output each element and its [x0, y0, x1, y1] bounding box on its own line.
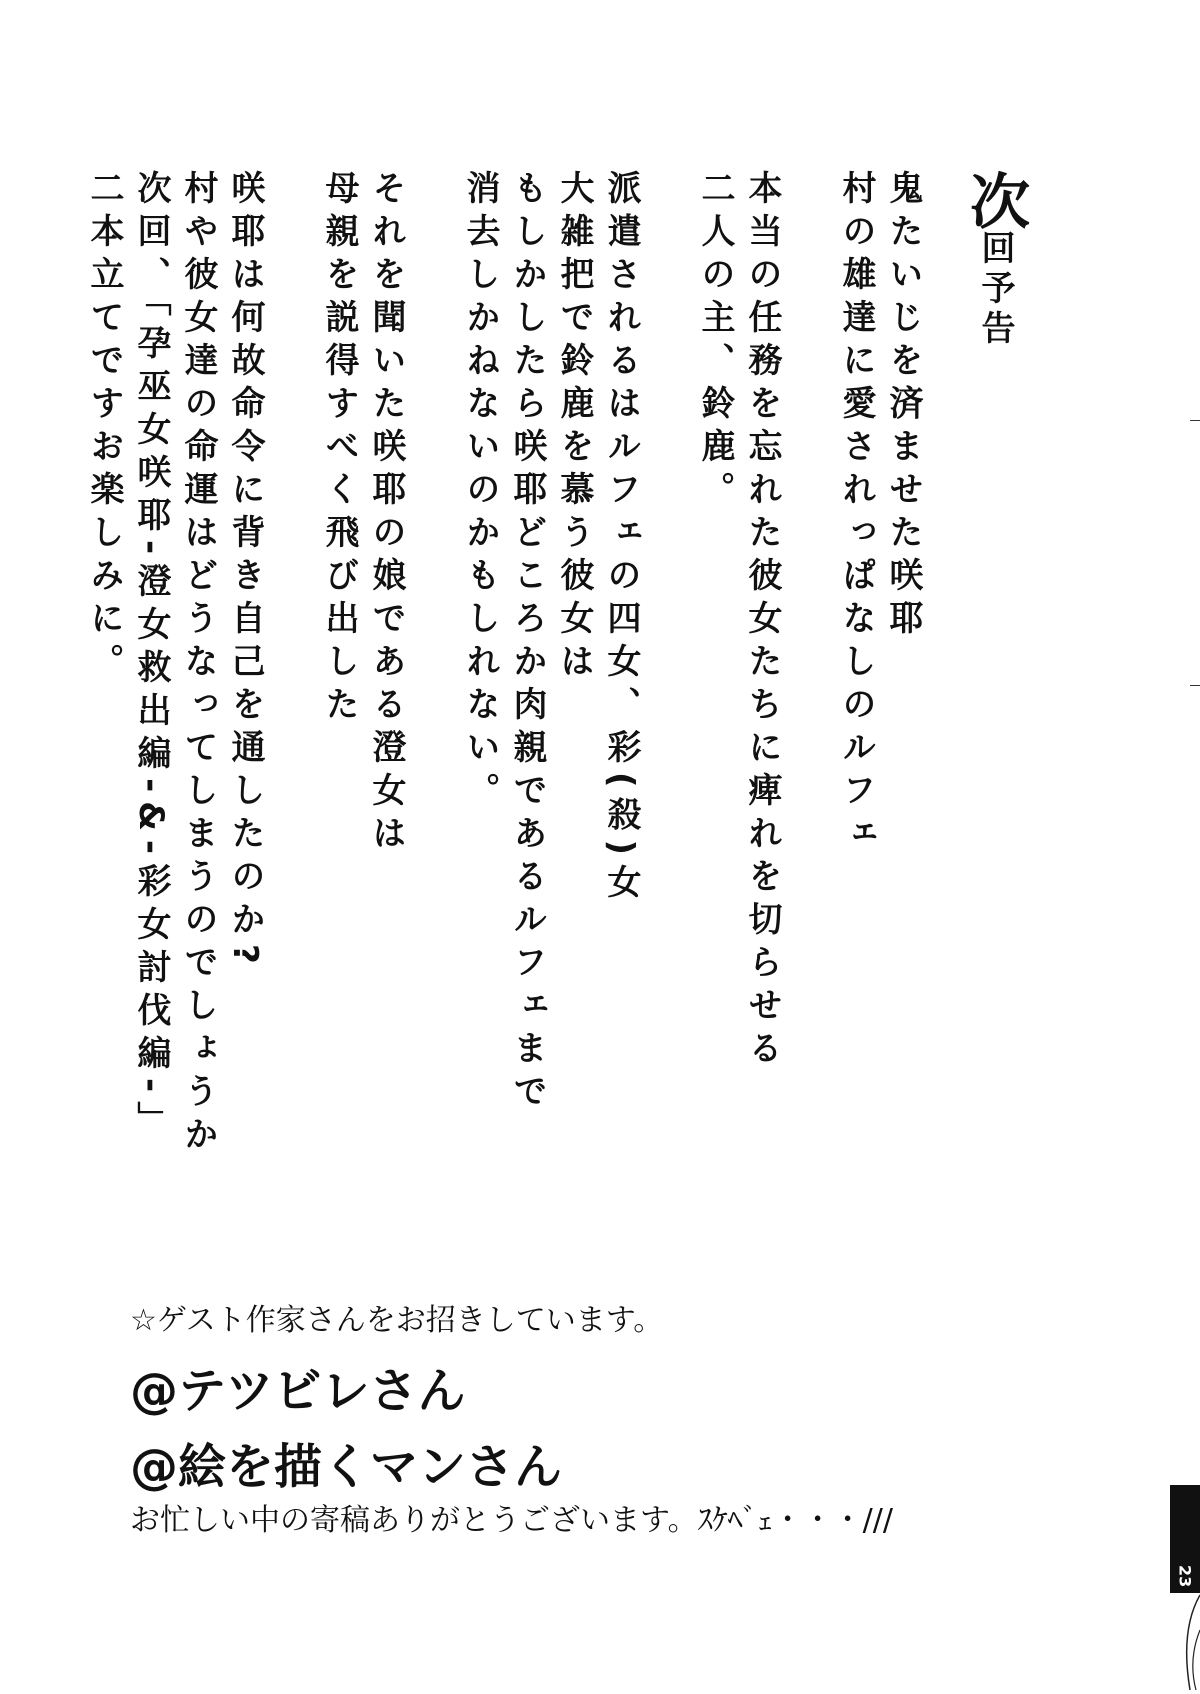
preview-line: それを聞いた咲耶の娘である澄女は — [366, 170, 406, 858]
guest-author-1: @テツビレさん — [130, 1363, 466, 1419]
paragraph-gap — [268, 170, 315, 1190]
preview-line: 咲耶は何故命令に背き自己を通したのか? — [225, 170, 265, 973]
page-number: 23 — [1175, 1564, 1195, 1587]
guest-author-2: @絵を描くマンさん — [130, 1439, 563, 1495]
preview-line: 消去しかねないのかもしれない。 — [460, 170, 500, 815]
edge-artwork — [1160, 1590, 1200, 1690]
preview-line: 村や彼女達の命運はどうなってしまうのでしょうか — [178, 170, 218, 1159]
paragraph-gap — [785, 170, 832, 1190]
preview-line: 鬼たいじを済ませた咲耶 — [883, 170, 923, 643]
page-number-tab — [1170, 1485, 1200, 1593]
guest-intro: ☆ゲスト作家さんをお招きしています。 — [130, 1303, 664, 1338]
paragraph-gap — [409, 170, 456, 1190]
preview-line: 次回、「孕巫女咲耶-澄女救出編-&-彩女討伐編-」 — [131, 170, 171, 1145]
preview-line: 母親を説得すべく飛び出した — [319, 170, 359, 729]
preview-line: もしかしたら咲耶どころか肉親であるルフェまで — [507, 170, 547, 1116]
heading-rest: 回予告 — [975, 230, 1015, 350]
heading-column-gap-2 — [926, 170, 973, 1190]
heading-column-gap — [973, 170, 1020, 1190]
preview-line: 大雑把で鈴鹿を慕う彼女は — [554, 170, 594, 686]
preview-line: 二人の主、鈴鹿。 — [695, 170, 735, 514]
preview-line: 派遣されるはルフェの四女、彩(殺)女 — [601, 170, 641, 908]
paragraph-gap — [644, 170, 691, 1190]
heading-main-char: 次 — [960, 170, 1030, 230]
preview-line: 本当の任務を忘れた彼女たちに痺れを切らせる — [742, 170, 782, 1073]
edge-mark — [1190, 420, 1200, 421]
preview-vertical-text — [80, 170, 1020, 1190]
edge-mark — [1190, 685, 1200, 686]
thanks-message: お忙しい中の寄稿ありがとうございます。ｽｹﾍﾞｪ・・・/// — [130, 1503, 893, 1538]
preview-line: 二本立てですお楽しみに。 — [84, 170, 124, 686]
preview-line: 村の雄達に愛されっぱなしのルフェ — [836, 170, 876, 858]
